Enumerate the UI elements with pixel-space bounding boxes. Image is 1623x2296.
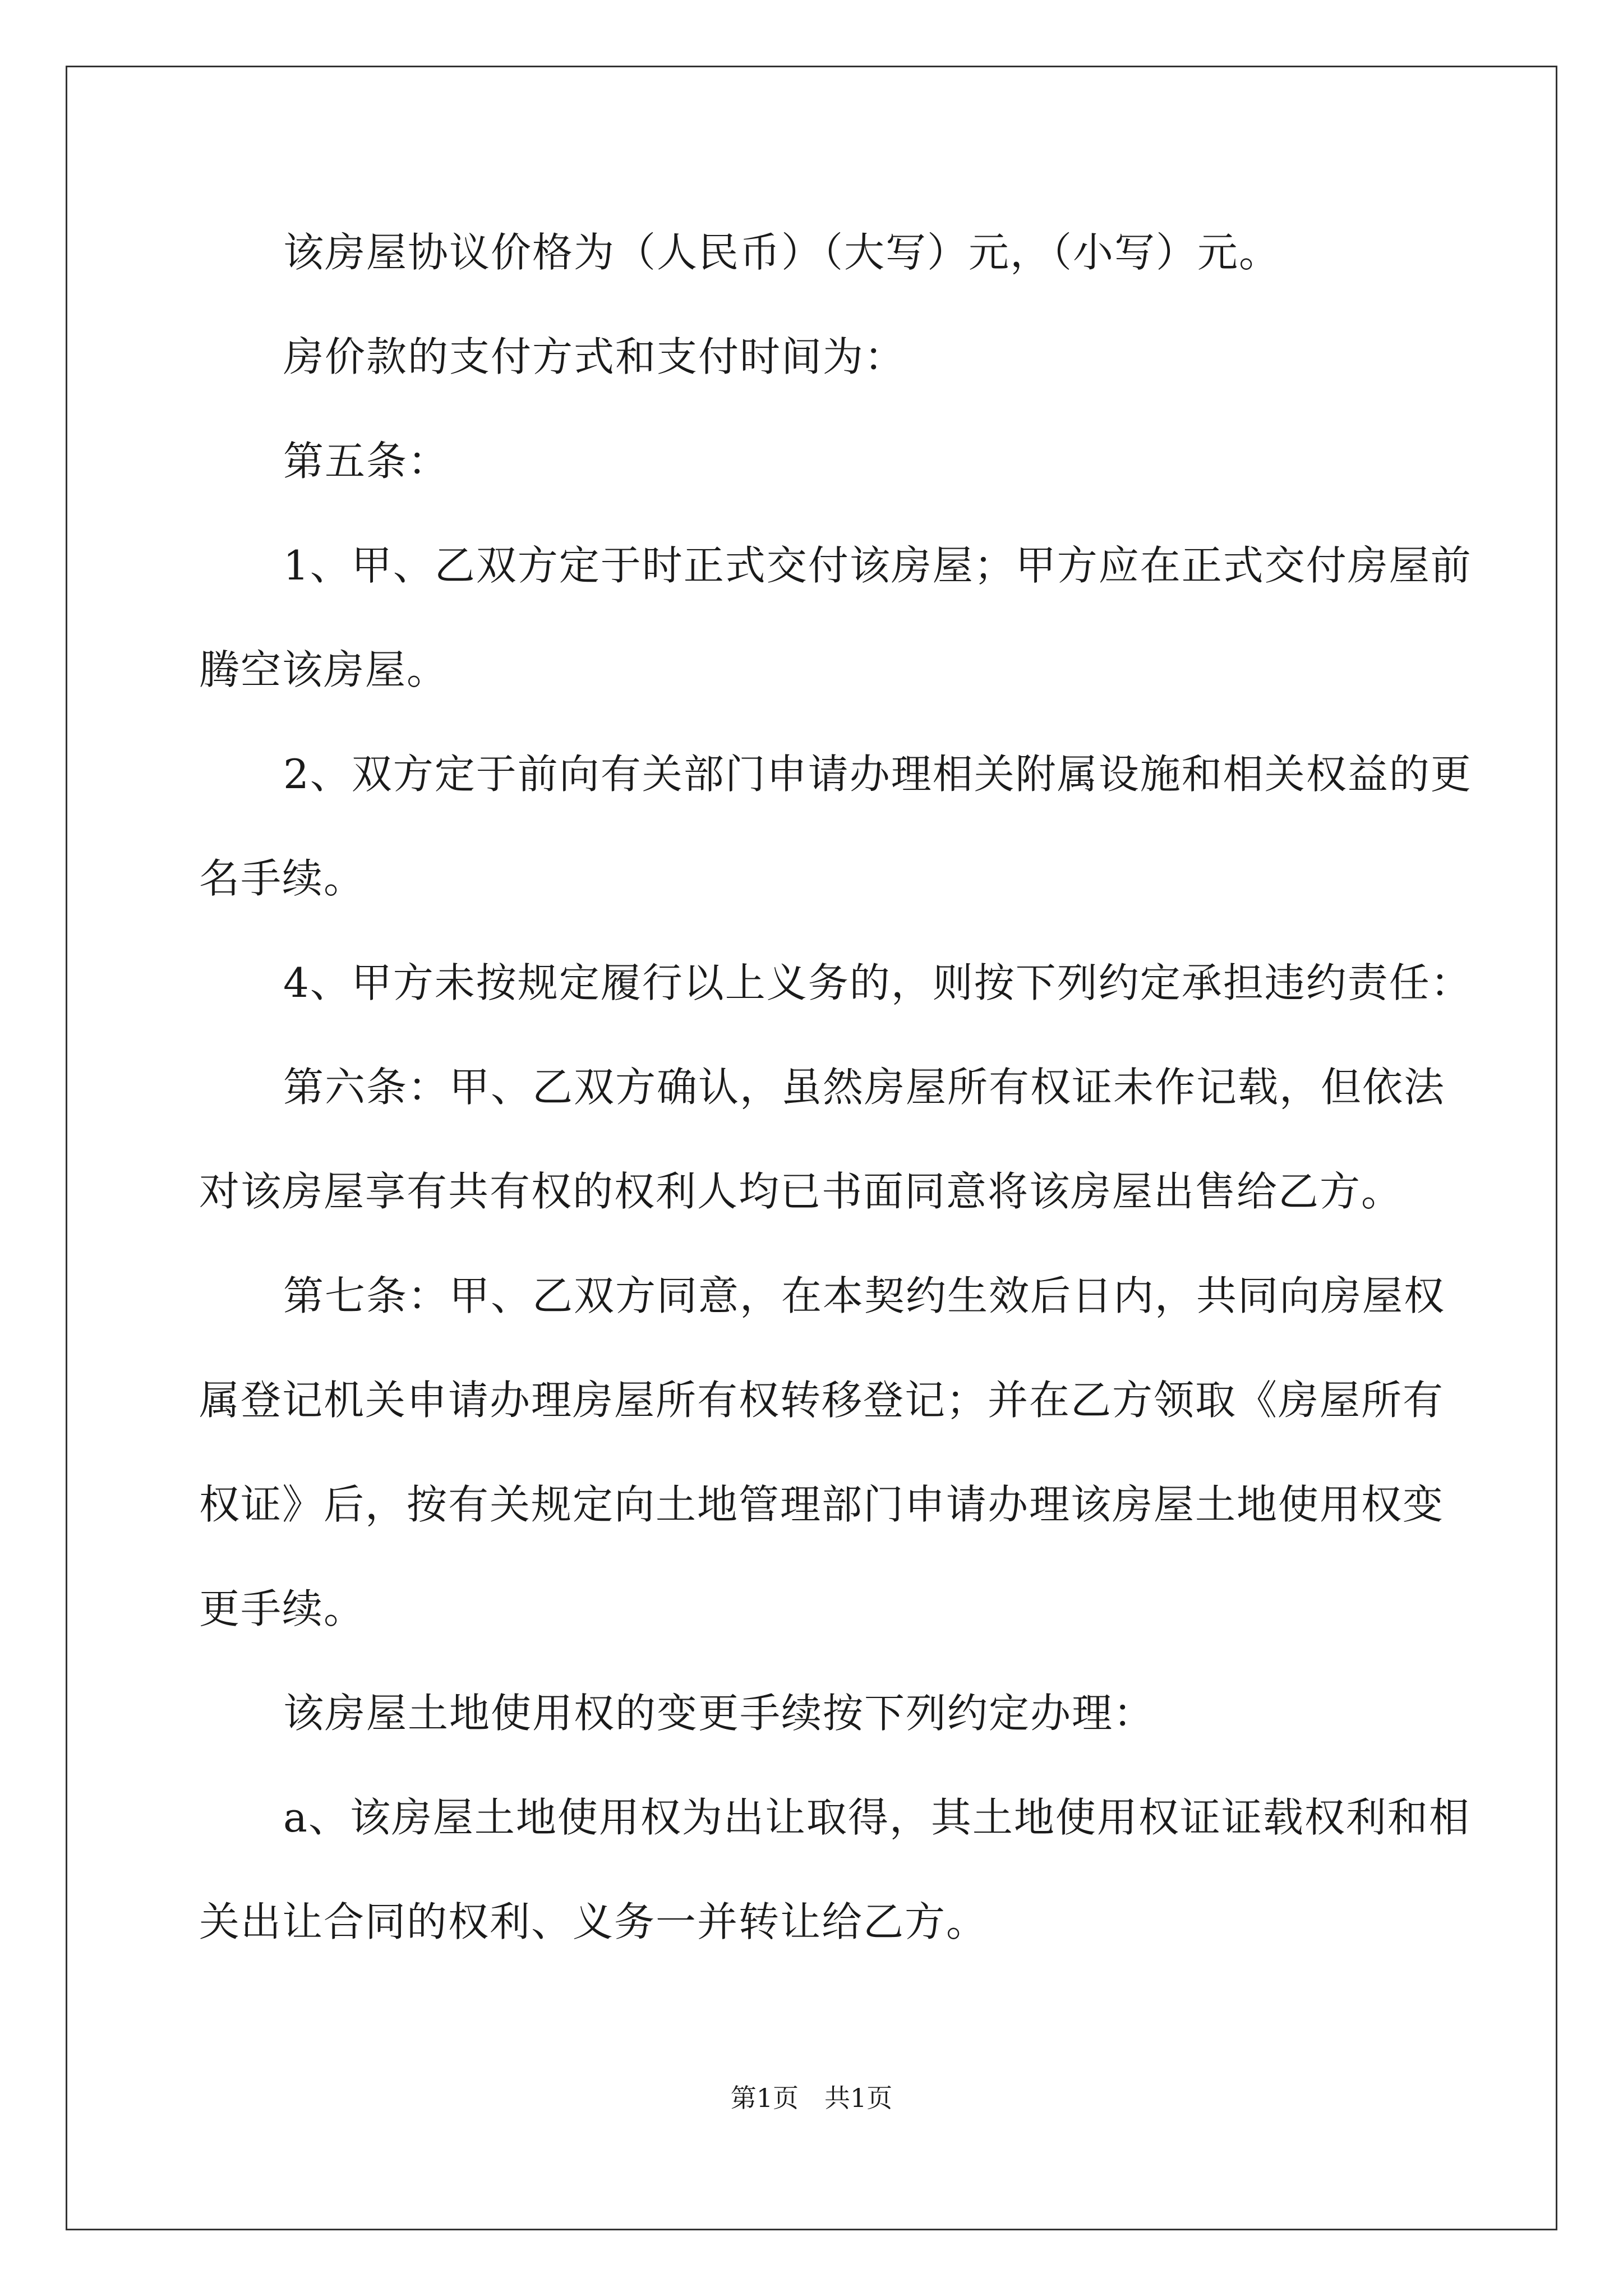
paragraph-line: 第六条：甲、乙双方确认，虽然房屋所有权证未作记载，但依法 [283, 1064, 1446, 1111]
paragraph-line: 第七条：甲、乙双方同意，在本契约生效后日内，共同向房屋权 [283, 1272, 1446, 1319]
paragraph-line: 该房屋协议价格为（人民币）（大写）元，（小写）元。 [283, 229, 1281, 276]
paragraph-line: 该房屋土地使用权的变更手续按下列约定办理： [283, 1690, 1155, 1737]
paragraph-line: 更手续。 [199, 1585, 366, 1632]
page-footer: 第1页 共1页 [730, 2083, 893, 2113]
paragraph-line: 属登记机关申请办理房屋所有权转移登记；并在乙方领取《房屋所有 [199, 1377, 1445, 1424]
paragraph-line: 2、双方定于前向有关部门申请办理相关附属设施和相关权益的更 [283, 751, 1472, 798]
paragraph-line: 房价款的支付方式和支付时间为： [283, 333, 906, 380]
paragraph-line: 关出让合同的权利、义务一并转让给乙方。 [199, 1898, 988, 1945]
paragraph-line: 4、甲方未按规定履行以上义务的，则按下列约定承担违约责任： [283, 959, 1472, 1006]
paragraph-line: 腾空该房屋。 [199, 646, 449, 693]
paragraph-line: 对该房屋享有共有权的权利人均已书面同意将该房屋出售给乙方。 [199, 1168, 1403, 1215]
paragraph-line: 名手续。 [199, 855, 366, 902]
paragraph-line: 1、甲、乙双方定于时正式交付该房屋；甲方应在正式交付房屋前 [283, 542, 1472, 589]
paragraph-line: a、该房屋土地使用权为出让取得，其土地使用权证证载权利和相 [283, 1794, 1470, 1841]
paragraph-line: 权证》后，按有关规定向土地管理部门申请办理该房屋土地使用权变 [199, 1481, 1445, 1528]
paragraph-line: 第五条： [283, 438, 450, 485]
